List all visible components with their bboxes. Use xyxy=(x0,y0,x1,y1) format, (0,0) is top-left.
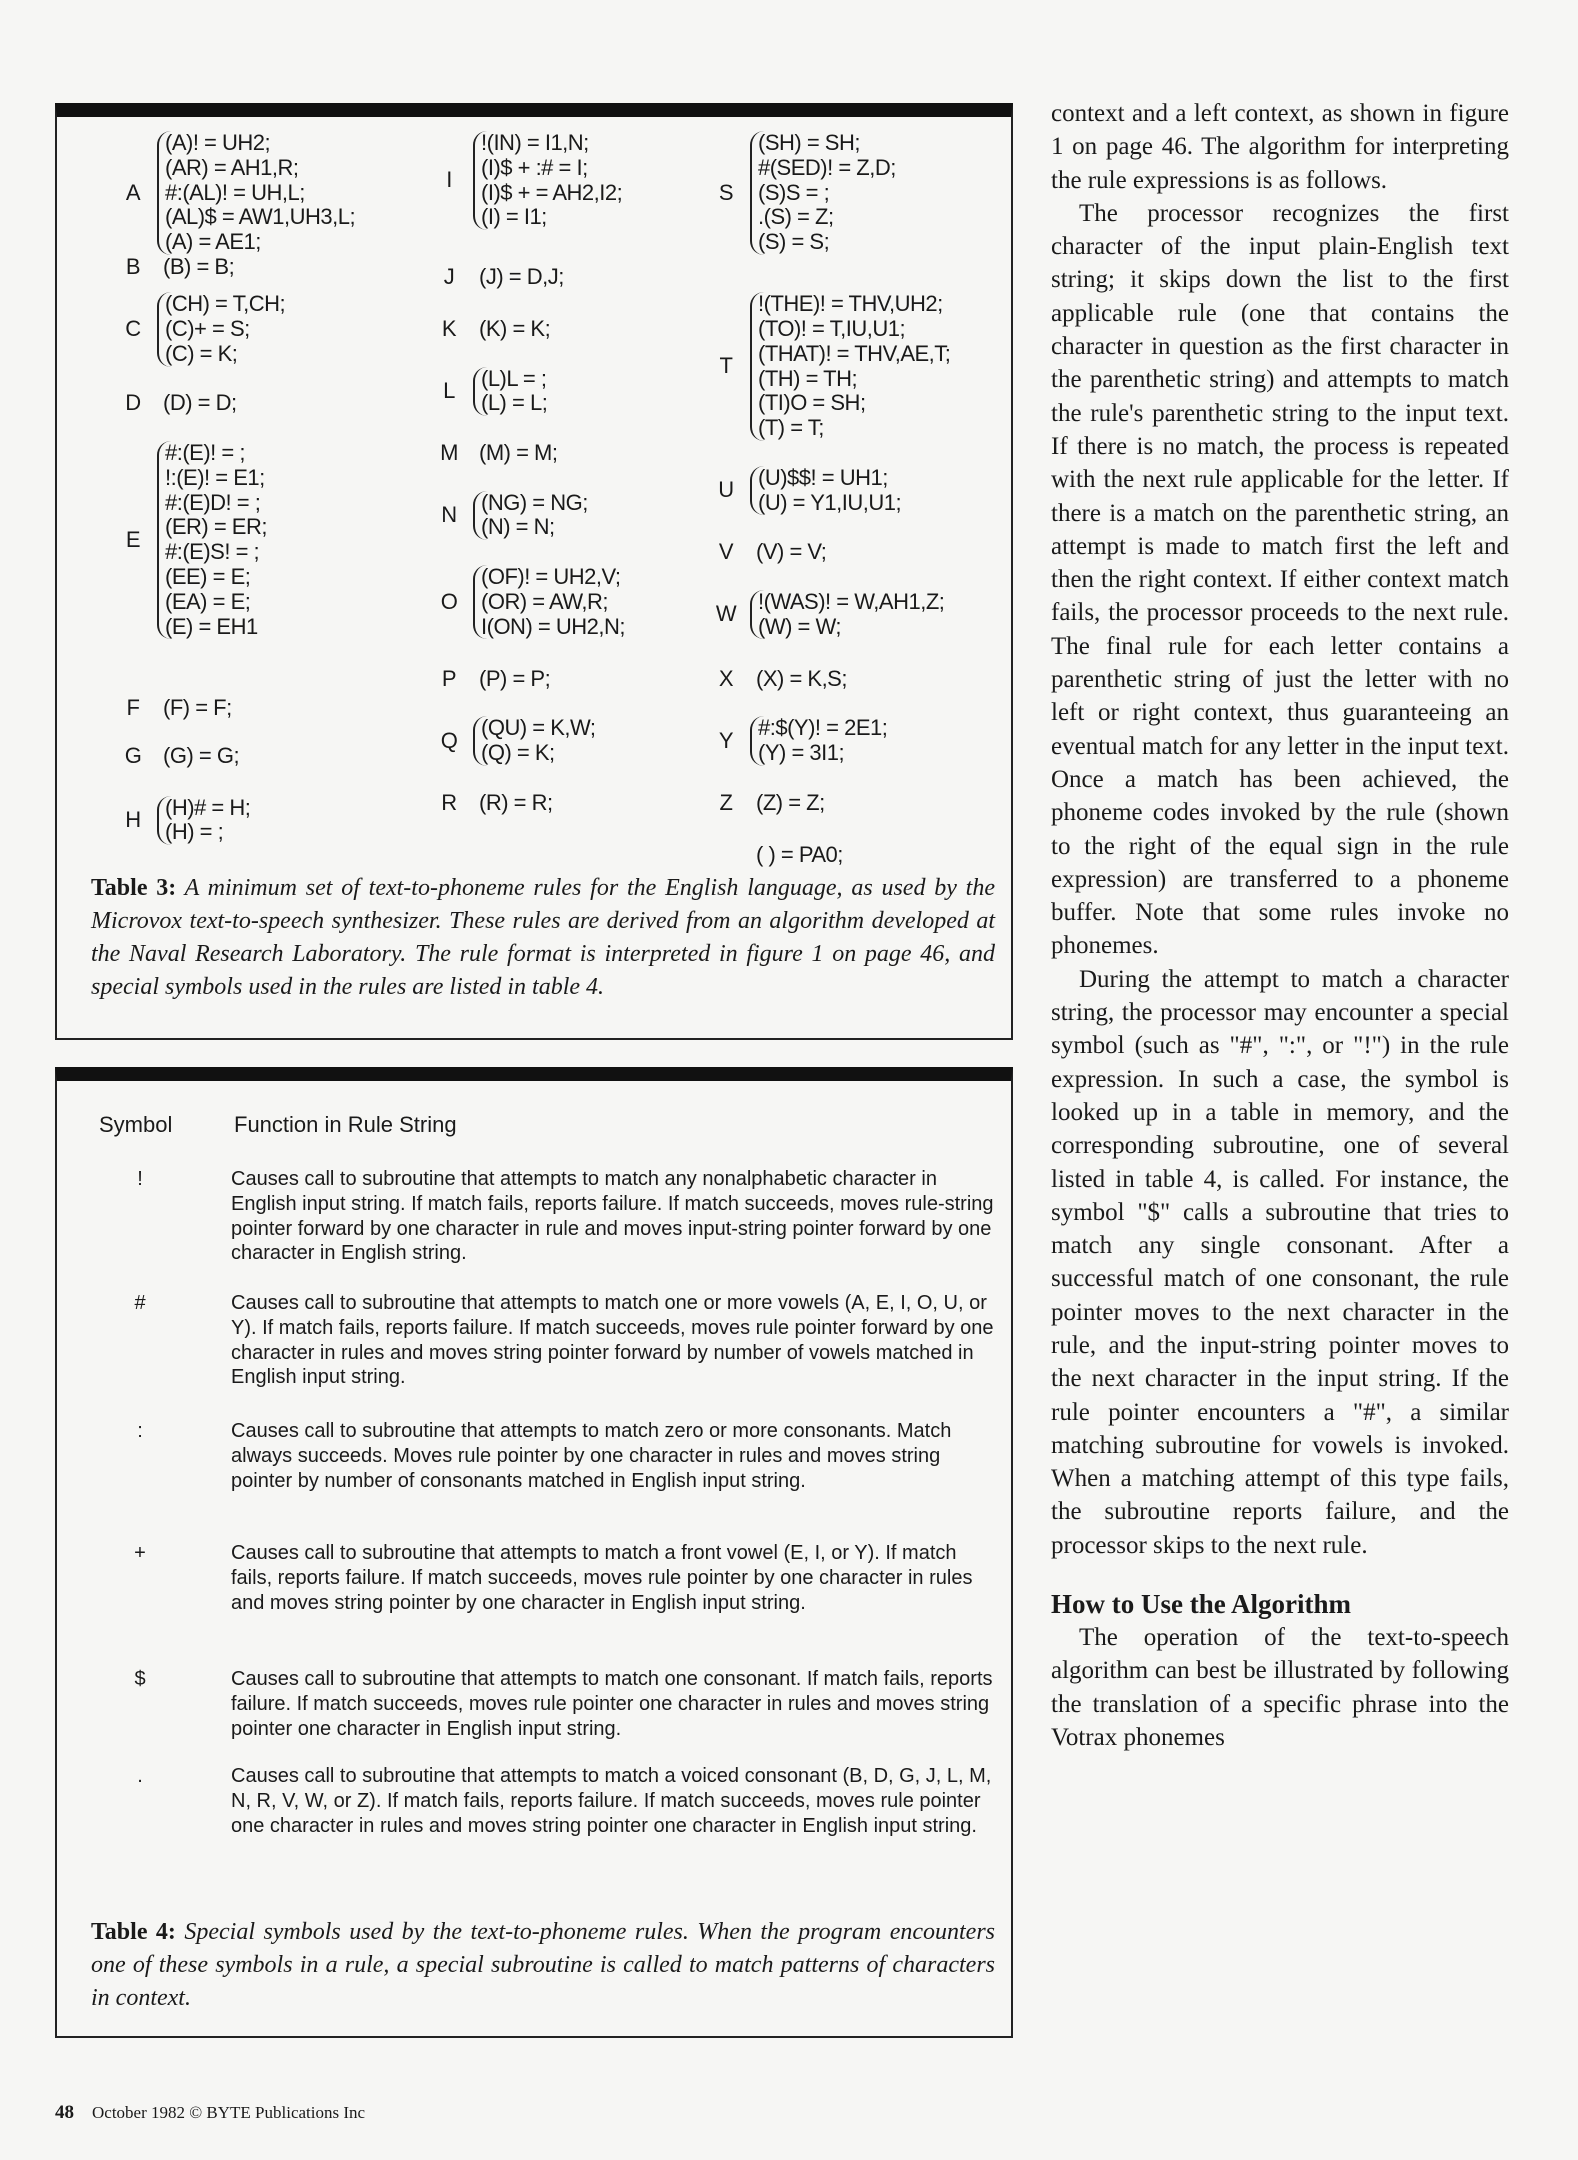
rule-letter: Q xyxy=(440,727,458,753)
rule-list xyxy=(756,843,843,868)
rule: (B) = B; xyxy=(163,254,235,279)
rule-list xyxy=(163,744,239,769)
rule: (H) = ; xyxy=(165,819,224,845)
rule-letter: G xyxy=(124,742,142,768)
rule-list xyxy=(479,791,553,816)
symbol: . xyxy=(137,1765,143,1787)
rule-list xyxy=(756,540,826,565)
rule-list xyxy=(750,590,944,640)
symbol-function: Causes call to subroutine that attempts to match zero or more consonants. Match always succeeds. Moves rule pointer by one character in rules and moves string pointer by number of consonants matched in English input string. xyxy=(231,1420,952,1492)
symbol-function: Causes call to subroutine that attempts to match a front vowel (E, I, or Y). If match fails, reports failure. If match succeeds, moves rule pointer by one character in rules and moves string pointer by one character in English input string. xyxy=(231,1542,973,1614)
rule: (N) = N; xyxy=(481,514,555,540)
paragraph: The operation of the text-to-speech algorithm can best be illustrated by following the translation of a specific phrase into the Votrax phonemes xyxy=(1051,1624,1509,1751)
rule: (K) = K; xyxy=(479,316,551,341)
rule-list xyxy=(473,565,625,639)
rule-list xyxy=(479,441,558,466)
rule: (TI)O = SH; xyxy=(758,390,866,416)
rule: #:(E)! = ; xyxy=(165,440,245,465)
rule: (TO)! = T,IU,U1; xyxy=(758,315,906,341)
rule-letter: W xyxy=(715,601,737,627)
rule-list xyxy=(473,716,596,766)
rule-list xyxy=(163,255,234,280)
rule-list xyxy=(479,265,564,290)
symbol: ! xyxy=(137,1168,143,1190)
symbol: # xyxy=(134,1292,146,1314)
section-heading: How to Use the Algorithm xyxy=(1051,1589,1351,1620)
rule-letter: C xyxy=(125,315,141,341)
rule-letter: Z xyxy=(719,789,733,815)
rule: (L) = L; xyxy=(481,390,548,416)
rule-letter: M xyxy=(440,440,458,465)
rule-list xyxy=(473,491,588,541)
symbol: : xyxy=(137,1420,143,1442)
rule: (U) = Y1,IU,U1; xyxy=(758,489,902,515)
rule: (I) = I1; xyxy=(481,204,547,230)
rule: (AL)$ = AW1,UH3,L; xyxy=(165,204,356,230)
rule-list xyxy=(479,667,550,692)
rule: !(THE)! = THV,UH2; xyxy=(758,291,943,317)
symbol: + xyxy=(134,1542,146,1564)
rule: !(IN) = I1,N; xyxy=(481,130,589,155)
paragraph: During the attempt to match a character string, the processor may encounter a special symbol (such as "#", ":", or "!") in the rule expression. In such a case, the symbol is looked up in a table in memory, and the corresponding subroutine, one of several listed in table 4, is called. For instance, the symbol "$" calls a subroutine that tries to match any single consonant. After a successful match of one consonant, the rule pointer moves to the next character in the rule, and the input-string pointer moves to the next character in the input string. If the rule pointer encounters a "#", a similar matching subroutine for vowels is invoked. When a matching attempt of this type fails, the subroutine reports failure, and the processor skips to the next rule. xyxy=(1051,965,1509,1559)
rule-letter: B xyxy=(125,254,141,279)
rule: (EE) = E; xyxy=(165,563,251,589)
rule-letter: H xyxy=(125,807,141,833)
rule-letter: R xyxy=(441,789,457,815)
rule-letter: T xyxy=(719,353,733,379)
rule-list xyxy=(750,716,887,766)
rule: (NG) = NG; xyxy=(481,489,588,515)
rule-list xyxy=(157,131,355,255)
rule: (H)# = H; xyxy=(165,794,251,820)
rule: (EA) = E; xyxy=(165,588,251,614)
rule: (E) = EH1 xyxy=(165,613,258,639)
rule: (S) = S; xyxy=(758,229,830,255)
symbol-function: Causes call to subroutine that attempts to match a voiced consonant (B, D, G, J, L, M, N, R, V, W, or Z). If match fails, reports failure. If match succeeds, moves rule pointer one character in rules and moves string pointer one character in English input string. xyxy=(231,1765,992,1837)
rule: (T) = T; xyxy=(758,415,824,441)
rule: (J) = D,J; xyxy=(479,263,564,289)
rule: (I)$ + = AH2,I2; xyxy=(481,179,623,205)
table-4-caption xyxy=(91,1916,995,2015)
table-4-caption-text: Special symbols used by the text-to-phoneme rules. When the program encounters one of these symbols in a rule, a special subroutine is called to match patterns of characters in context. xyxy=(91,1919,996,2011)
rule-list xyxy=(756,667,847,692)
rule: (CH) = T,CH; xyxy=(165,291,286,317)
rule: (D) = D; xyxy=(163,390,237,416)
rule: (TH) = TH; xyxy=(758,365,858,391)
symbol-function: Causes call to subroutine that attempts to match one consonant. If match fails, reports failure. If match succeeds, moves rule pointer one character in rules and moves string pointer one character in English input string. xyxy=(231,1668,993,1740)
table-3-caption xyxy=(91,872,995,1004)
rule: (C) = K; xyxy=(165,340,238,366)
rule-list xyxy=(750,292,950,441)
rule-letter: N xyxy=(441,501,457,527)
rule-letter: P xyxy=(441,665,457,691)
table-4-header-symbol: Symbol xyxy=(99,1112,173,1137)
table-3-caption-text: A minimum set of text-to-phoneme rules for the English language, as used by the Microvox text-to-speech synthesizer. These rules are derived from an algorithm developed at the Naval Research Laboratory. The rule format is interpreted in figure 1 on page 46, and special symbols used in the rules are listed in table 4. xyxy=(91,875,995,1000)
rule-list xyxy=(157,292,285,366)
rule: (F) = F; xyxy=(163,695,232,721)
rule: (A) = AE1; xyxy=(165,229,261,255)
rule-list xyxy=(163,391,237,416)
rule: #:$(Y)! = 2E1; xyxy=(758,715,888,741)
rule: (U)$$! = UH1; xyxy=(758,464,888,490)
rule-letter: X xyxy=(718,665,734,691)
rule-list xyxy=(163,696,232,721)
rule-letter: D xyxy=(125,390,141,416)
rule-letter: K xyxy=(441,316,457,341)
rule: !:(E)! = E1; xyxy=(165,464,265,490)
rule-letter: S xyxy=(718,179,734,205)
rule: .(S) = Z; xyxy=(758,204,834,230)
rule-letter: F xyxy=(126,695,140,721)
rule: #:(E)D! = ; xyxy=(165,489,261,515)
symbol-function: Causes call to subroutine that attempts to match one or more vowels (A, E, I, O, U, or Y). If match fails, reports failure. If match succeeds, moves rule pointer forward by one character in rules and moves string pointer forward by number of vowels matched in English input string. xyxy=(231,1292,994,1389)
rule: ( ) = PA0; xyxy=(756,841,843,867)
rule-letter: O xyxy=(440,588,458,614)
rule-list xyxy=(473,131,622,230)
rule: #:(AL)! = UH,L; xyxy=(165,179,305,205)
table-4-header-function: Function in Rule String xyxy=(234,1112,457,1137)
rule-letter: A xyxy=(125,179,141,205)
rule-list xyxy=(157,441,267,639)
rule: (R) = R; xyxy=(479,789,553,815)
page-footer xyxy=(55,2102,365,2124)
rule: (ER) = ER; xyxy=(165,514,267,540)
table-4-caption-label: Table 4: xyxy=(91,1919,176,1945)
rule: (L)L = ; xyxy=(481,365,547,391)
symbol-function: Causes call to subroutine that attempts to match any nonalphabetic character in English input string. If match fails, reports failure. If match succeeds, moves rule-string pointer forward by one character in rule and moves input-string pointer forward by one character in English string. xyxy=(231,1168,994,1265)
rule: #:(E)S! = ; xyxy=(165,539,260,565)
rule: (OF)! = UH2,V; xyxy=(481,564,621,589)
rule-letter: E xyxy=(125,526,141,552)
rule: #(SED)! = Z,D; xyxy=(758,154,896,180)
rule-list xyxy=(756,791,825,816)
rule-list xyxy=(750,466,901,516)
rule: (M) = M; xyxy=(479,440,558,465)
rule: (THAT)! = THV,AE,T; xyxy=(758,340,951,366)
rule-letter: L xyxy=(443,377,455,403)
rule: (X) = K,S; xyxy=(756,665,847,691)
rule: (P) = P; xyxy=(479,665,551,691)
rule: (QU) = K,W; xyxy=(481,715,596,741)
rule-letter: V xyxy=(718,539,734,565)
rule-list xyxy=(750,131,896,255)
rule: (I)$ + :# = I; xyxy=(481,154,588,180)
article-body xyxy=(1051,97,1509,1754)
rule: (OR) = AW,R; xyxy=(481,588,609,614)
rule: (G) = G; xyxy=(163,742,240,768)
rule-list xyxy=(157,796,250,846)
rule: (S)S = ; xyxy=(758,179,830,205)
page-number: 48 xyxy=(55,2102,74,2123)
rule: (C)+ = S; xyxy=(165,315,250,341)
table-3-caption-label: Table 3: xyxy=(91,875,177,901)
rule-list xyxy=(473,367,547,417)
rule: (Q) = K; xyxy=(481,740,555,766)
rule-letter: U xyxy=(718,477,734,503)
rule: (AR) = AH1,R; xyxy=(165,154,299,180)
rule: (V) = V; xyxy=(756,539,827,565)
paragraph: context and a left context, as shown in figure 1 on page 46. The algorithm for interpreting the rule expressions is as follows. xyxy=(1051,100,1509,194)
rule: !(WAS)! = W,AH1,Z; xyxy=(758,588,945,614)
rule-letter: Y xyxy=(718,727,734,753)
rule: (SH) = SH; xyxy=(758,130,860,155)
footer-text: October 1982 © BYTE Publications Inc xyxy=(92,2103,366,2122)
rule: (A)! = UH2; xyxy=(165,130,271,155)
rule: (W) = W; xyxy=(758,613,841,639)
paragraph: The processor recognizes the first character of the input plain-English text string; it skips down the list to the first applicable rule (one that contains the character in question as the first character in the parenthetic string) and attempts to match the rule's parenthetic string to the input text. If there is no match, the process is repeated with the next rule applicable for the letter. If there is a match on the parenthetic string, an attempt is made to match first the left and then the right context. If either context match fails, the processor proceeds to the next rule. The final rule for each letter contains a parenthetic string of just the letter with no left or right context, thus guaranteeing an eventual match for any letter in the input text. Once a match has been achieved, the phoneme codes invoked by the rule (shown to the right of the equal sign in the rule expression) are transferred to a phoneme buffer. Note that some rules invoke no phonemes. xyxy=(1051,199,1509,960)
rule-letter: J xyxy=(443,263,455,289)
rule-list xyxy=(479,317,550,342)
rule: (Y) = 3I1; xyxy=(758,740,845,766)
rule: I(ON) = UH2,N; xyxy=(481,613,625,639)
rule-letter: I xyxy=(446,167,452,193)
symbol: $ xyxy=(134,1668,146,1690)
rule: (Z) = Z; xyxy=(756,789,825,815)
